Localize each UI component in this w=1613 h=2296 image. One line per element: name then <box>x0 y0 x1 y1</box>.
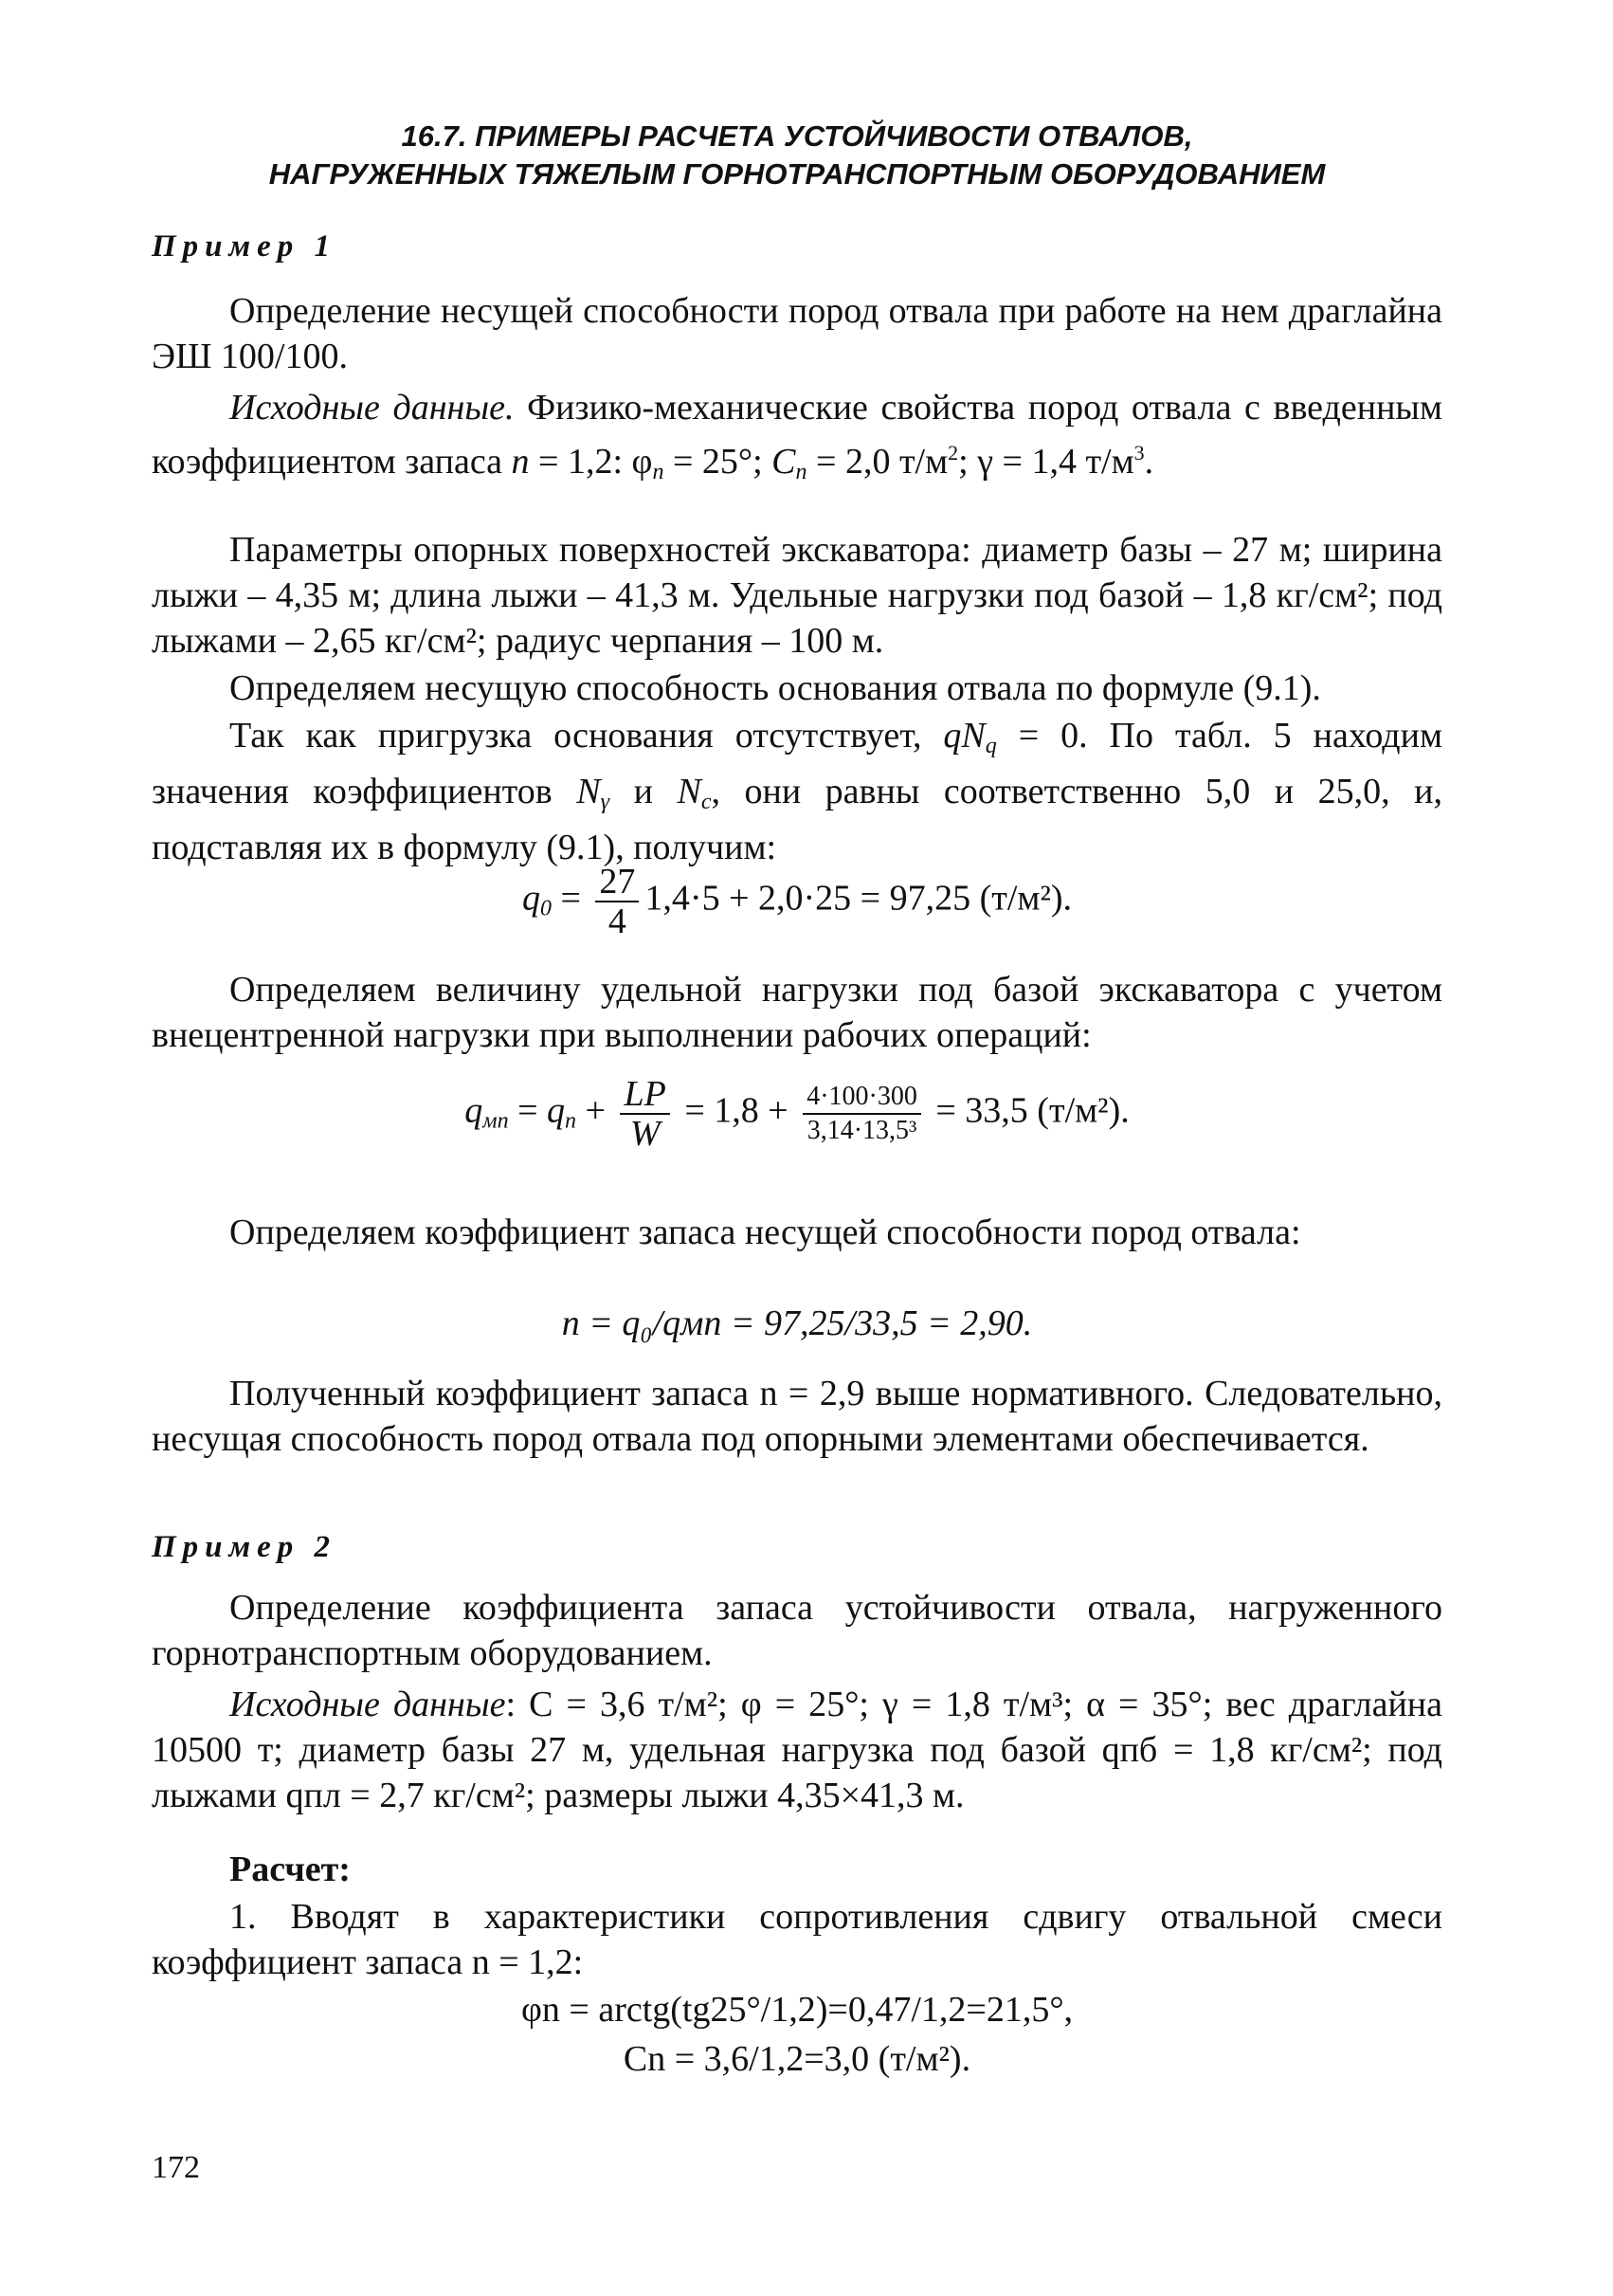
example-2-label: Пример 2 <box>152 1530 337 1564</box>
initial-data-lead: Исходные данные. <box>229 388 515 428</box>
example-1-paragraph-5: Так как пригрузка основания отсутствует, $qN_q = 0$. По табл. 5 находим значения коэффициентов $N_\gamma$ и $N_c$, они равны соответственно 5,0 и 25,0, и, подставляя их в формулу (9.1), получим: <box>152 716 1443 867</box>
fraction-27-4: $\frac{27}{4}$ <box>595 863 639 940</box>
initial-data-lead-2: Исходные данные <box>229 1685 506 1724</box>
formula-n: n = q₀/qмп = 97,25/33,5 = 2,90. <box>561 1303 1033 1343</box>
example-1-paragraph-2: Исходные данные. Физико-механические свойства пород отвала с введенным коэффициентом запаса n = 1,2: $\varphi_n = 25^\circ$; $C_n = 2,0$ $т/м^2$; γ = 1,4 $т/м^3$. <box>152 388 1442 484</box>
example-1-paragraph-7: Определяем коэффициент запаса несущей способности пород отвала: <box>229 1212 1301 1252</box>
calculation-step-1: 1. Вводят в характеристики сопротивления сдвигу отвальной смеси коэффициент запаса n = 1,2: <box>152 1897 1442 1982</box>
fraction-numeric: $\frac{4\cdot 100\cdot 300}{\text{3,14·13,5³}}$ <box>803 1081 921 1147</box>
example-2-paragraph-2: Исходные данные: C = 3,6 т/м²; φ = 25°; γ = 1,8 т/м³; α = 35°; вес драглайна 10500 т; диаметр базы 27 м, удельная нагрузка под базой qпб = 1,8 кг/см²; под лыжами qпл = 2,7 кг/см²; размеры лыжи 4,35×41,3 м. <box>152 1685 1442 1815</box>
example-1-paragraph-3: Параметры опорных поверхностей экскаватора: диаметр базы – 27 м; ширина лыжи – 4,35 м; длина лыжи – 41,3 м. Удельные нагрузки под базой – 1,8 кг/см²; под лыжами – 2,65 кг/см²; радиус черпания – 100 м. <box>152 530 1442 661</box>
example-1-paragraph-8: Полученный коэффициент запаса n = 2,9 выше нормативного. Следовательно, несущая способность пород отвала под опорными элементами обеспечивается. <box>152 1374 1442 1459</box>
section-heading <box>152 118 1442 193</box>
page-number: 172 <box>152 2150 200 2185</box>
example-1-paragraph-1: Определение несущей способности пород отвала при работе на нем драглайна ЭШ 100/100. <box>152 291 1442 376</box>
formula-q0: $q_0$ = $\frac{27}{4}$ 1,4·5 + 2,0·25 = 97,25 (т/м²). <box>521 862 1073 941</box>
example-1-paragraph-4: Определяем несущую способность основания отвала по формуле (9.1). <box>229 668 1321 708</box>
fraction-lp-w: $\frac{LP}{W}$ <box>620 1075 669 1153</box>
formula-phi-n: φn = arctg(tg25°/1,2)=0,47/1,2=21,5°, <box>520 1990 1074 2030</box>
formula-c-n: Cn = 3,6/1,2=3,0 (т/м²). <box>623 2039 971 2079</box>
section-heading-line1: 16.7. ПРИМЕРЫ РАСЧЕТА УСТОЙЧИВОСТИ ОТВАЛОВ, <box>401 119 1193 153</box>
example-1-paragraph-6: Определяем величину удельной нагрузки под базой экскаватора с учетом внецентренной нагрузки при выполнении рабочих операций: <box>152 970 1442 1055</box>
calculation-label: Расчет: <box>229 1850 351 1889</box>
example-2-paragraph-1: Определение коэффициента запаса устойчивости отвала, нагруженного горнотранспортным оборудованием. <box>152 1588 1442 1673</box>
formula-qmp: $q_{мп} = q_n$ + $\frac{LP}{W}$ = 1,8 + $\frac{4\cdot 100\cdot 300}{\text{3,14·13,5³}}$ = 33,5 (т/м²). <box>464 1074 1130 1154</box>
example-1-label: Пример 1 <box>152 229 337 264</box>
section-heading-line2: НАГРУЖЕННЫХ ТЯЖЕЛЫМ ГОРНОТРАНСПОРТНЫМ ОБОРУДОВАНИЕМ <box>268 157 1326 191</box>
